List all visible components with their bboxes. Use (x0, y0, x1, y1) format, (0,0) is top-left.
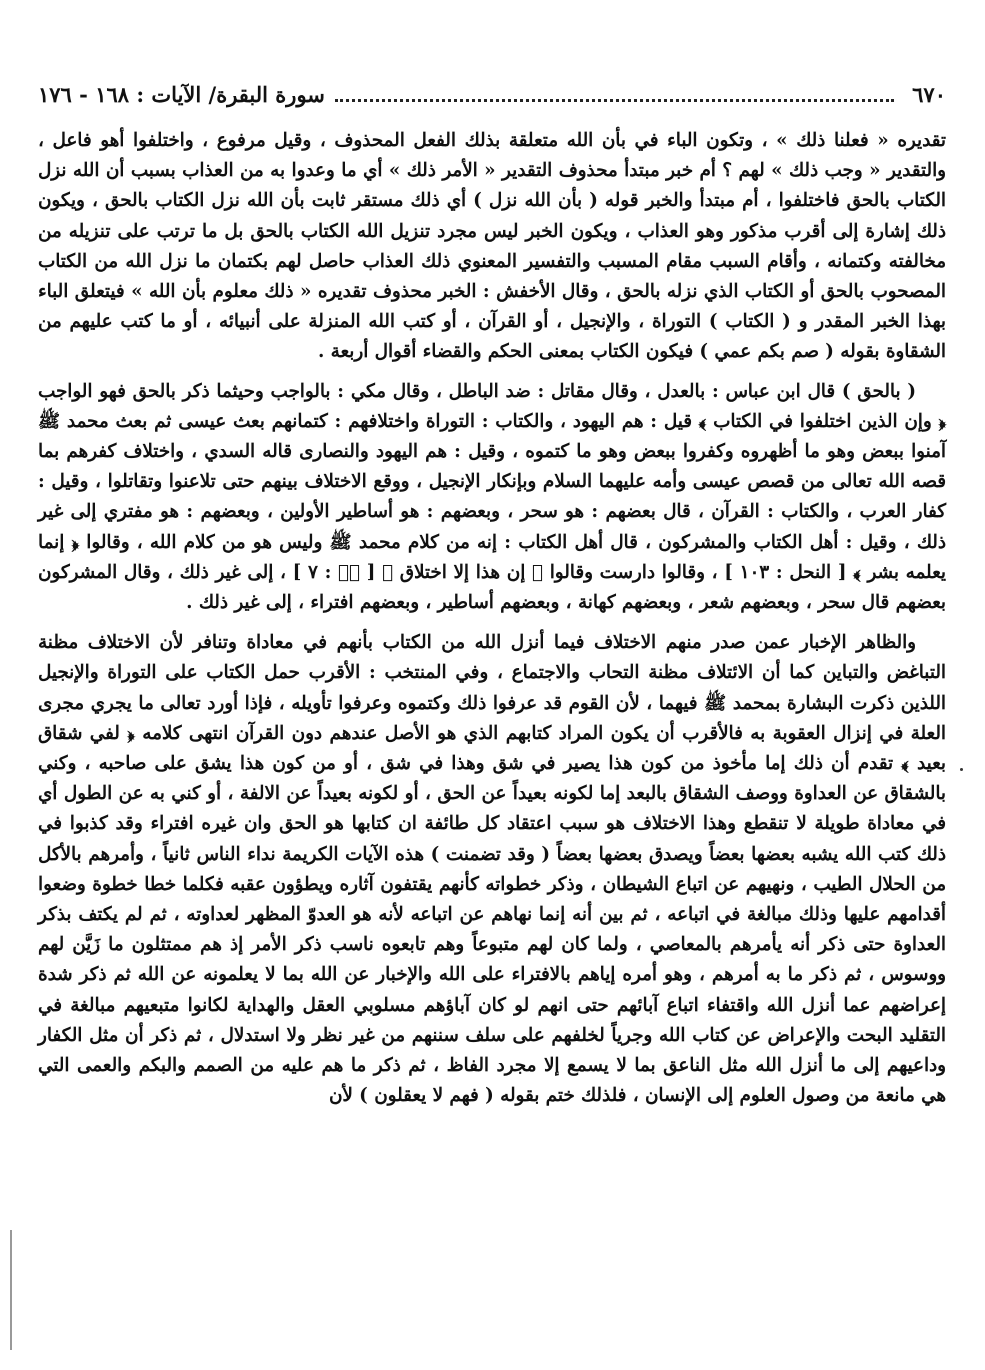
scan-edge-mark (10, 1230, 12, 1350)
header-dotted-leader (335, 97, 894, 102)
paragraph-1: تقديره « فعلنا ذلك » ، وتكون الباء في بأن الله متعلقة بذلك الفعل المحذوف ، وقيل مرفوع ، واختلفوا أهو فاعل ، والتقدير « وجب ذلك » لهم ؟ أم خبر مبتدأ محذوف التقدير « الأمر ذلك » أي ما وعدوا به من العذاب بسبب أن الله نزل الكتاب بالحق فاختلفوا ، أم مبتدأ والخبر قوله ( بأن الله نزل ) أي ذلك مستقر ثابت بأن الله نزل الكتاب بالحق ، ويكون ذلك إشارة إلى أقرب مذكور وهو العذاب ، ويكون الخبر ليس مجرد تنزيل الله الكتاب بالحق بل ما ترتب على تنزيله من مخالفته وكتمانه ، وأقام السبب مقام المسبب والتفسير المعنوي ذلك العذاب حاصل لهم بكتمان ما نزل الله من الكتاب المصحوب بالحق أو الكتاب الذي نزله بالحق ، وقال الأخفش : الخبر محذوف تقديره « ذلك معلوم بأن الله » فيتعلق الباء بهذا الخبر المقدر و ( الكتاب ) التوراة ، والإنجيل ، أو القرآن ، أو كتب الله المنزلة على أنبيائه ، أو ما كتب عليهم من الشقاوة بقوله ( صم بكم عمي ) فيكون الكتاب بمعنى الحكم والقضاء أقوال أربعة . (38, 130, 946, 363)
paragraph-2: ( بالحق ) قال ابن عباس : بالعدل ، وقال مقاتل : ضد الباطل ، وقال مكي : بالواجب وحيثما ذكر بالحق فهو الواجب ﴿ وإن الذين اختلفوا في الكتاب ﴾ قيل : هم اليهود ، والكتاب : التوراة واختلافهم : كتمانهم بعث عيسى ثم بعث محمد ﷺ آمنوا ببعض وهو ما أظهروه وكفروا ببعض وهو ما كتموه ، وقيل : هم اليهود والنصارى قاله السدي ، واختلاف كفرهم بما قصه الله تعالى من قصص عيسى وأمه عليهما السلام وبإنكار الإنجيل ، ووقع الاختلاف بينهم حتى تلاعنوا وتقاتلوا ، وقيل : كفار العرب ، والكتاب : القرآن ، قال بعضهم : هو سحر ، وبعضهم : هو أساطير الأولين ، وبعضهم : هو مفتري إلى غير ذلك ، وقيل : أهل الكتاب والمشركون ، قال أهل الكتاب : إنه من كلام محمد ﷺ وليس هو من كلام الله ، وقالوا ﴿ إنما يعلمه بشر ﴾ [ النحل : ١٠٣ ] ، وقالوا دارست وقالوا ﴿ إن هذا إلا اختلاق ﴾ [ صۤ : ٧ ] ، إلى غير ذلك ، وقال المشركون بعضهم قال سحر ، وبعضهم شعر ، وبعضهم كهانة ، وبعضهم أساطير ، وبعضهم افتراء ، إلى غير ذلك . (38, 380, 947, 614)
running-title: سورة البقرة/ الآيات : ١٦٨ - ١٧٦ (38, 82, 325, 107)
margin-dot (960, 768, 963, 771)
page-header (38, 82, 946, 118)
page-number: ٦٧٠ (912, 82, 946, 107)
paragraph-3: والظاهر الإخبار عمن صدر منهم الاختلاف فيما أنزل الله من الكتاب بأنهم في معاداة وتنافر لأن الاختلاف مظنة التباغض والتباين كما أن الائتلاف مظنة التحاب والاجتماع ، وفي المنتخب : الأقرب حمل الكتاب على التوراة والإنجيل اللذين ذكرت البشارة بمحمد ﷺ فيهما ، لأن القوم قد عرفوا ذلك وكتموه وعرفوا تأويله ، فإذا أورد تعالى ما يجري مجرى العلة في إنزال العقوبة به فالأقرب أن يكون المراد كتابهم الذي هو الأصل عندهم دون القرآن انتهى كلامه ﴿ لفي شقاق بعيد ﴾ تقدم أن ذلك إما مأخوذ من كون هذا يصير في شق وهذا في شق ، أو من كون هذا يشق على صاحبه ، وكني بالشقاق عن العداوة ووصف الشقاق بالبعد إما لكونه بعيداً عن الحق ، أو لكونه بعيداً عن الالفة ، أو كني به عن الطول أي في معاداة طويلة لا تنقطع وهذا الاختلاف هو سبب اعتقاد كل طائفة ان كتابها هو الحق وان غيره افتراء وقد كذبوا في ذلك كتب الله يشبه بعضها بعضاً ويصدق بعضها بعضاً ( وقد تضمنت ) هذه الآيات الكريمة نداء الناس ثانياً ، وأمرهم بالأكل من الحلال الطيب ، ونهيهم عن اتباع الشيطان ، وذكر خطواته كأنهم يقتفون آثاره ويطؤون عقبه فكلما خطا خطوة وضعوا أقدامهم عليها وذلك مبالغة في اتباعه ، ثم بين أنه إنما نهاهم عن اتباعه لأنه هو العدوّ المظهر لعداوته ، ثم لم يكتف بذكر العداوة حتى ذكر أنه يأمرهم بالمعاصي ، ولما كان لهم متبوعاً وهم تابعوه ناسب ذكر الأمر إذ هم ممتثلون ما زَيَّن لهم ووسوس ، ثم ذكر ما به أمرهم ، وهو أمره إياهم بالافتراء على الله والإخبار عن الله بما لا يعلمونه عن الله ثم ذكر شدة إعراضهم عما أنزل الله واقتفاء اتباع آبائهم حتى انهم لو كان آباؤهم مسلوبي العقل والهداية لكانوا متبعيهم مبالغة في التقليد البحت والإعراض عن كتاب الله وجرياً لخلفهم على سلف سننهم من غير نظر ولا استدلال ، ثم ذكر أن مثل الكفار وداعيهم إلى ما أنزل الله مثل الناعق بما لا يسمع إلا مجرد الفاظ ، ثم ذكر ما هم عليه من الصمم والبكم والعمى التي هي مانعة من وصول العلوم إلى الإنسان ، فلذلك ختم بقوله ( فهم لا يعقلون ) لأن (38, 632, 946, 1107)
document-page (38, 82, 946, 1352)
